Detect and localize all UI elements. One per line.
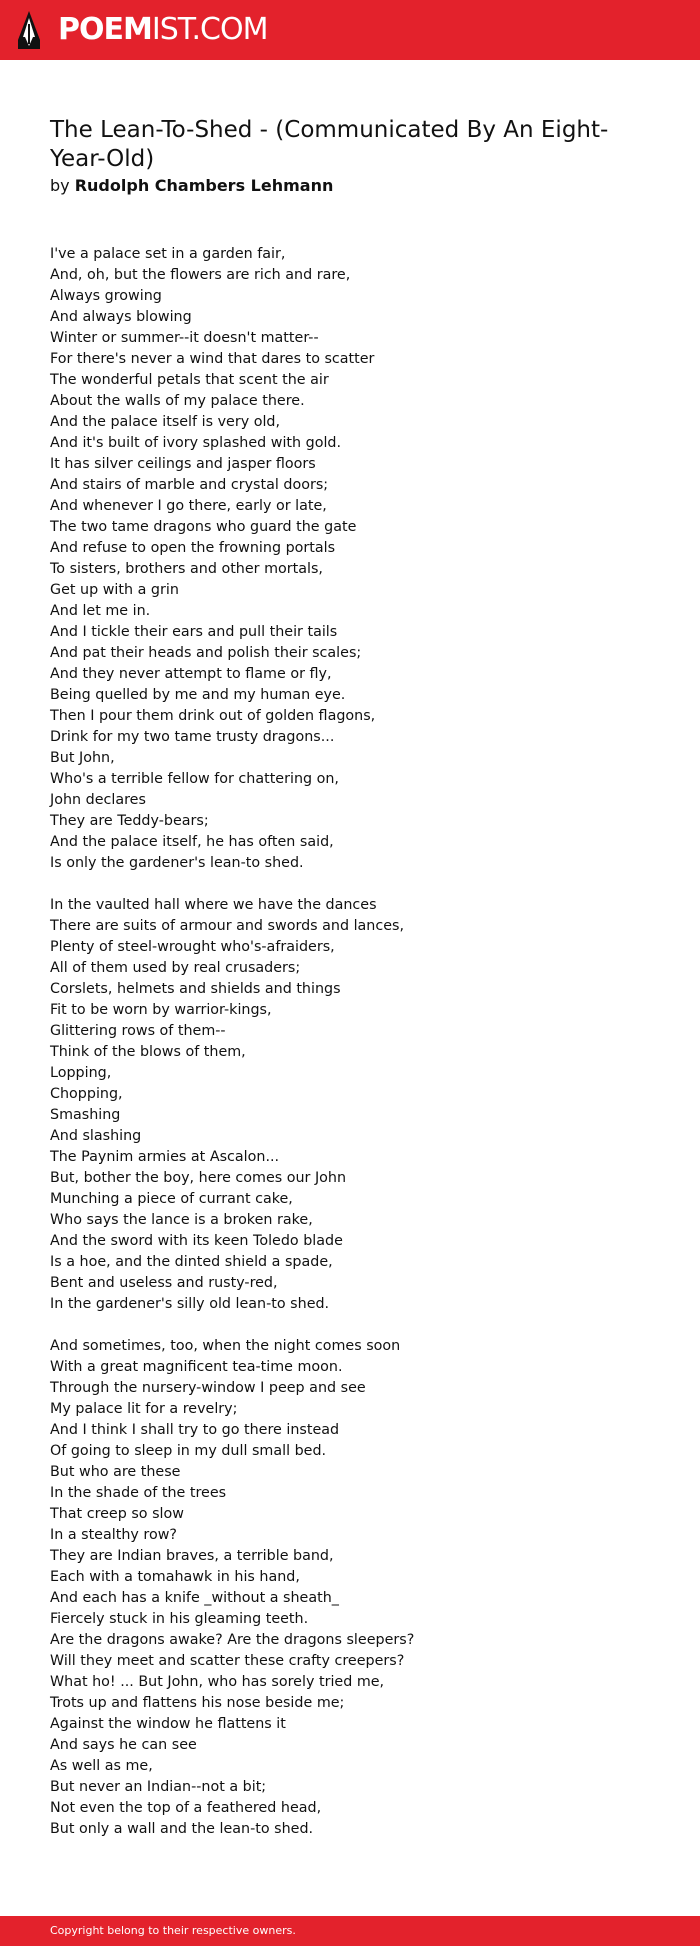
poem-line: And refuse to open the frowning portals <box>50 540 336 556</box>
poem-line: Who says the lance is a broken rake, <box>50 1212 313 1228</box>
poem-stanza <box>50 1336 650 1840</box>
poem-line: It has silver ceilings and jasper floors <box>50 456 316 472</box>
poem-line: For there's never a wind that dares to scatter <box>50 351 375 367</box>
poem-line: They are Indian braves, a terrible band, <box>50 1548 334 1564</box>
site-logo-text <box>58 10 267 50</box>
brand-bold: POEM <box>58 12 152 47</box>
poem-line: But, bother the boy, here comes our John <box>50 1170 347 1186</box>
poem-line: Not even the top of a feathered head, <box>50 1800 322 1816</box>
poem-line: And whenever I go there, early or late, <box>50 498 327 514</box>
poem-line: And the palace itself is very old, <box>50 414 281 430</box>
poem-line: And, oh, but the flowers are rich and rare, <box>50 267 351 283</box>
poem-line: Then I pour them drink out of golden flagons, <box>50 708 376 724</box>
poem-line: That creep so slow <box>50 1506 184 1522</box>
poem-line: But never an Indian--not a bit; <box>50 1779 267 1795</box>
poem-line: And says he can see <box>50 1737 197 1753</box>
poem-line: But only a wall and the lean-to shed. <box>50 1821 314 1837</box>
poem-line: Winter or summer--it doesn't matter-- <box>50 330 319 346</box>
poem-line: And always blowing <box>50 309 192 325</box>
site-header <box>0 0 700 60</box>
poem-line: But John, <box>50 750 115 766</box>
poem-line: Are the dragons awake? Are the dragons sleepers? <box>50 1632 415 1648</box>
poem-line: All of them used by real crusaders; <box>50 960 301 976</box>
poem-line: About the walls of my palace there. <box>50 393 305 409</box>
poem-line: To sisters, brothers and other mortals, <box>50 561 323 577</box>
poem-line: And it's built of ivory splashed with gold. <box>50 435 342 451</box>
poem-line: Being quelled by me and my human eye. <box>50 687 346 703</box>
poem-line: I've a palace set in a garden fair, <box>50 246 286 262</box>
by-label: by <box>50 176 70 195</box>
brand-light: IST.COM <box>151 12 268 47</box>
poem-line: With a great magnificent tea-time moon. <box>50 1359 343 1375</box>
poem-line: And the sword with its keen Toledo blade <box>50 1233 343 1249</box>
poem-line: And pat their heads and polish their scales; <box>50 645 362 661</box>
poem-line: There are suits of armour and swords and lances, <box>50 918 405 934</box>
poem-line: And they never attempt to flame or fly, <box>50 666 332 682</box>
poem-title: The Lean-To-Shed - (Communicated By An Eight-Year-Old) <box>50 117 609 172</box>
poem-line: And I tickle their ears and pull their tails <box>50 624 338 640</box>
poem-line: In a stealthy row? <box>50 1527 177 1543</box>
poem-line: As well as me, <box>50 1758 153 1774</box>
poem-stanza <box>50 895 650 1315</box>
poem-line: In the gardener's silly old lean-to shed. <box>50 1296 330 1312</box>
poem-line: But who are these <box>50 1464 181 1480</box>
poem-byline <box>50 175 650 197</box>
footer-copyright: Copyright belong to their respective owners. <box>50 1924 296 1937</box>
poem-line: Who's a terrible fellow for chattering on, <box>50 771 339 787</box>
poem-line: Fit to be worn by warrior-kings, <box>50 1002 272 1018</box>
poem-line: Lopping, <box>50 1065 112 1081</box>
poem-line: And slashing <box>50 1128 142 1144</box>
poem-line: They are Teddy-bears; <box>50 813 209 829</box>
poem-line: Always growing <box>50 288 162 304</box>
site-logo[interactable] <box>16 10 267 50</box>
poem-line: Against the window he flattens it <box>50 1716 286 1732</box>
ink-pen-nib-icon <box>16 10 42 50</box>
poem-line: Get up with a grin <box>50 582 179 598</box>
poem-line: And I think I shall try to go there instead <box>50 1422 340 1438</box>
poem-line: Munching a piece of currant cake, <box>50 1191 293 1207</box>
poem-body <box>50 244 650 1861</box>
poem-stanza <box>50 244 650 874</box>
poem-author[interactable]: Rudolph Chambers Lehmann <box>74 176 334 195</box>
poem-line: Plenty of steel-wrought who's-afraiders, <box>50 939 335 955</box>
poem-line: Glittering rows of them-- <box>50 1023 226 1039</box>
poem-header <box>50 116 650 197</box>
poem-line: The Paynim armies at Ascalon... <box>50 1149 280 1165</box>
poem-line: Is only the gardener's lean-to shed. <box>50 855 304 871</box>
poem-line: In the shade of the trees <box>50 1485 227 1501</box>
poem-line: Smashing <box>50 1107 121 1123</box>
poem-line: And stairs of marble and crystal doors; <box>50 477 329 493</box>
poem-line: And let me in. <box>50 603 151 619</box>
poem-line: And the palace itself, he has often said, <box>50 834 334 850</box>
poem-line: John declares <box>50 792 146 808</box>
poem-line: Through the nursery-window I peep and see <box>50 1380 366 1396</box>
poem-line: Trots up and flattens his nose beside me; <box>50 1695 345 1711</box>
poem-line: Corslets, helmets and shields and things <box>50 981 341 997</box>
poem-line: Of going to sleep in my dull small bed. <box>50 1443 327 1459</box>
site-footer <box>0 1916 700 1946</box>
poem-line: Will they meet and scatter these crafty creepers? <box>50 1653 405 1669</box>
poem-line: Is a hoe, and the dinted shield a spade, <box>50 1254 333 1270</box>
poem-line: My palace lit for a revelry; <box>50 1401 238 1417</box>
poem-line: Fiercely stuck in his gleaming teeth. <box>50 1611 309 1627</box>
poem-line: In the vaulted hall where we have the dances <box>50 897 377 913</box>
poem-line: Each with a tomahawk in his hand, <box>50 1569 300 1585</box>
poem-line: Chopping, <box>50 1086 123 1102</box>
poem-line: Bent and useless and rusty-red, <box>50 1275 278 1291</box>
poem-line: What ho! ... But John, who has sorely tried me, <box>50 1674 385 1690</box>
poem-line: And each has a knife _without a sheath_ <box>50 1590 339 1606</box>
poem-line: The two tame dragons who guard the gate <box>50 519 357 535</box>
poem-line: And sometimes, too, when the night comes soon <box>50 1338 401 1354</box>
poem-line: The wonderful petals that scent the air <box>50 372 329 388</box>
poem-line: Drink for my two tame trusty dragons... <box>50 729 335 745</box>
poem-line: Think of the blows of them, <box>50 1044 246 1060</box>
